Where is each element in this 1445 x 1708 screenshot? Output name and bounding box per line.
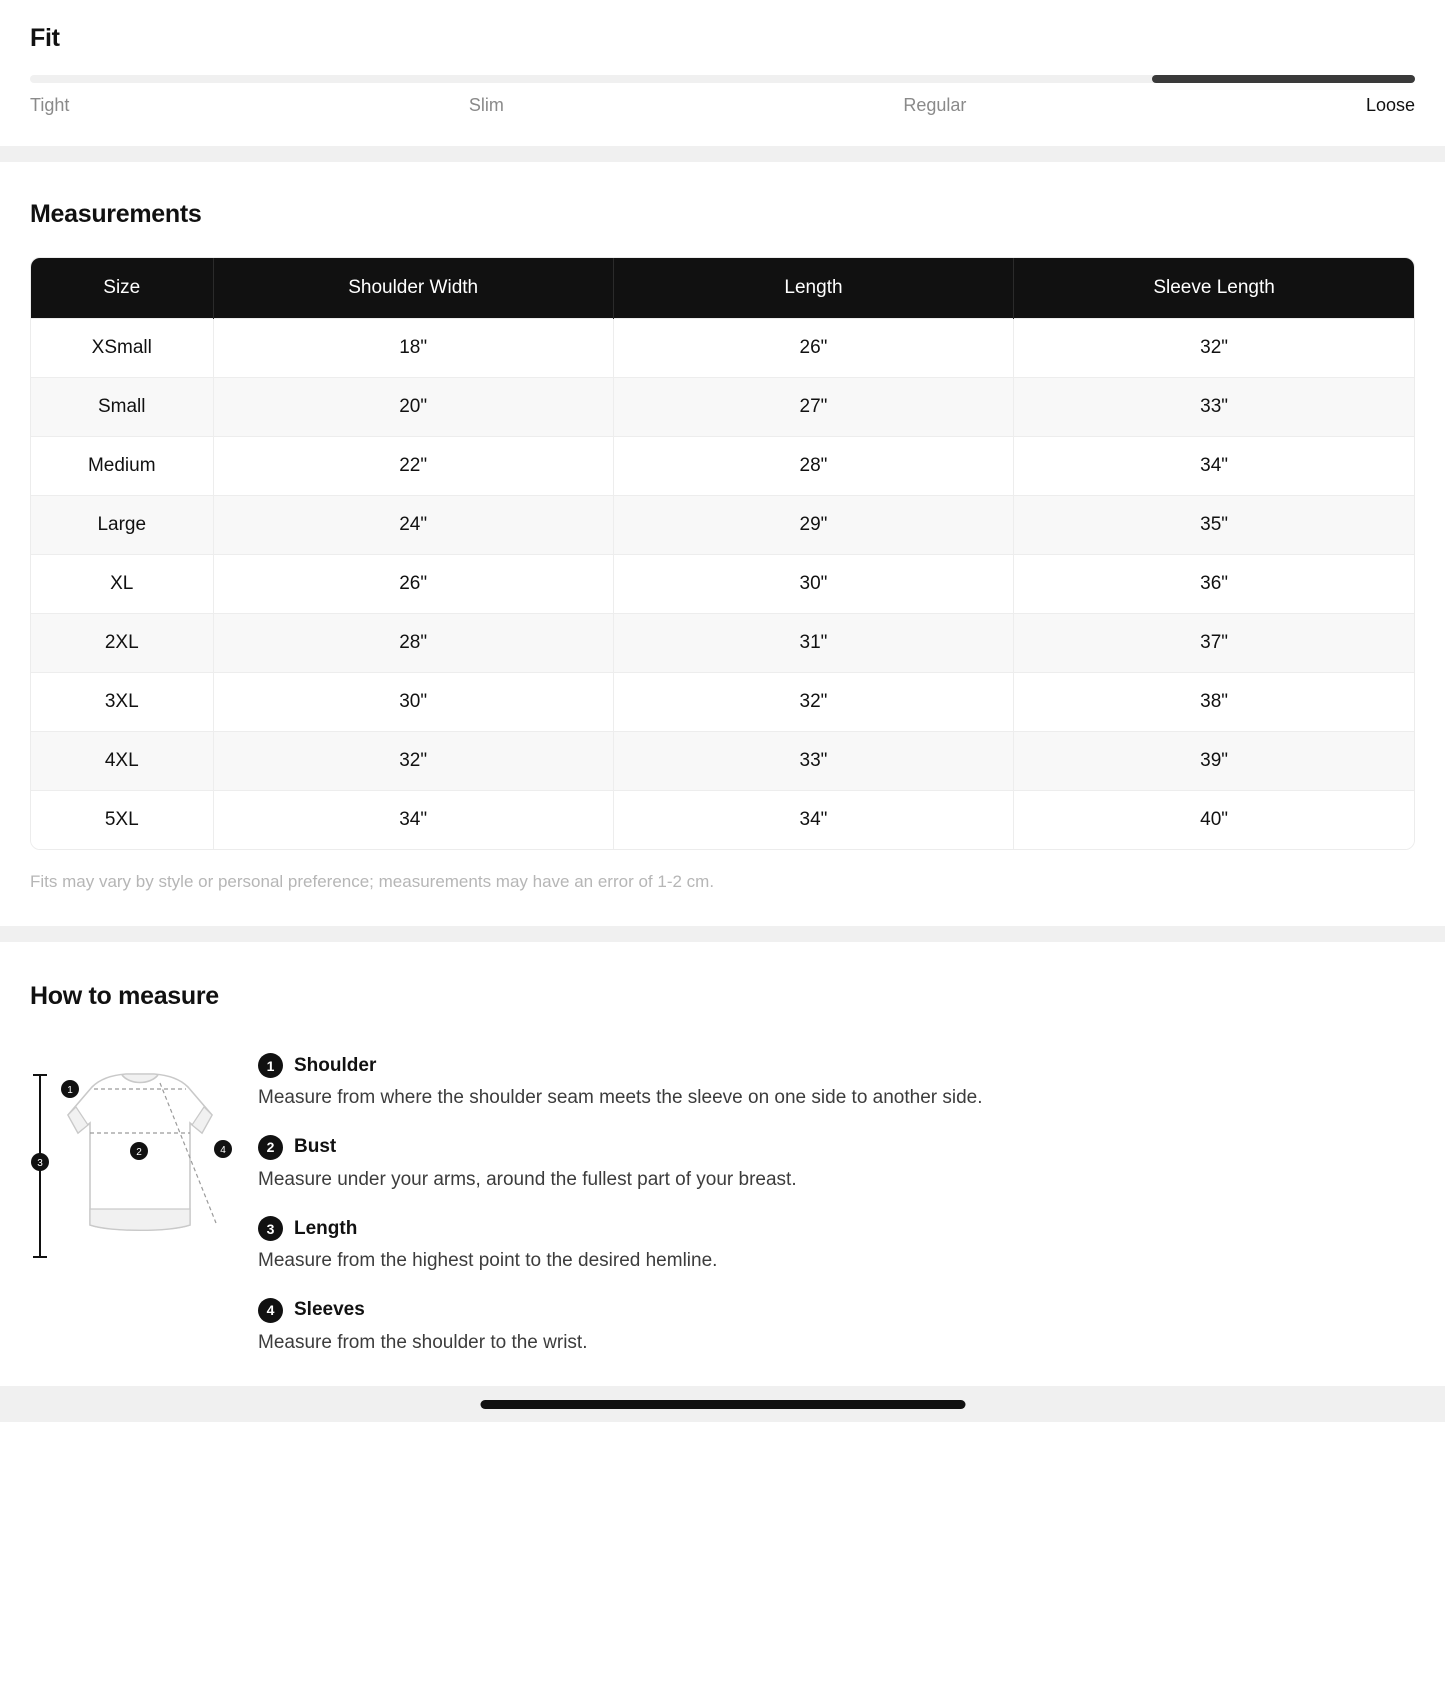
measure-step-bust [258,1135,1415,1193]
step-badge-1: 1 [258,1053,283,1078]
fit-slider-labels [30,95,1415,116]
home-indicator[interactable] [480,1400,965,1409]
table-header-row [31,258,1414,319]
table-row [31,732,1414,791]
cell-shoulder-width: 32" [213,732,613,791]
cell-shoulder-width: 26" [213,555,613,614]
measure-step-length [258,1216,1415,1274]
step-title: Length [294,1217,358,1239]
fit-label-slim[interactable]: Slim [468,95,504,115]
cell-shoulder-width: 30" [213,673,613,732]
table-header [31,258,1414,319]
measure-step-sleeves [258,1298,1415,1356]
cell-sleeve-length: 35" [1014,496,1414,555]
step-title: Shoulder [294,1054,377,1076]
cell-size: Medium [31,437,213,496]
column-header-sleeve-length: Sleeve Length [1014,258,1414,319]
step-badge-4: 4 [258,1298,283,1323]
table-row [31,496,1414,555]
step-description: Measure from where the shoulder seam meets the sleeve on one side to another side. [258,1087,983,1108]
cell-shoulder-width: 24" [213,496,613,555]
table-row [31,437,1414,496]
cell-sleeve-length: 33" [1014,378,1414,437]
cell-size: 3XL [31,673,213,732]
step-description: Measure under your arms, around the fullest part of your breast. [258,1168,797,1190]
fit-slider[interactable] [30,75,1415,116]
fit-slider-track[interactable] [30,75,1415,83]
fit-section [0,0,1445,146]
measure-step-shoulder [258,1053,1415,1111]
step-badge-3: 3 [258,1216,283,1241]
cell-length: 27" [613,378,1013,437]
cell-sleeve-length: 40" [1014,791,1414,850]
step-header [258,1053,1415,1078]
svg-text:2: 2 [136,1147,142,1158]
step-badge-2: 2 [258,1135,283,1160]
cell-sleeve-length: 34" [1014,437,1414,496]
column-header-size: Size [31,258,213,319]
cell-shoulder-width: 28" [213,614,613,673]
cell-length: 29" [613,496,1013,555]
how-to-measure-title: How to measure [30,982,219,1010]
measurements-note: Fits may vary by style or personal preference; measurements may have an error of 1-2 cm. [30,872,715,891]
step-title: Bust [294,1136,337,1158]
cell-sleeve-length: 37" [1014,614,1414,673]
bottom-bar [0,1386,1445,1422]
cell-shoulder-width: 22" [213,437,613,496]
fit-slider-fill[interactable] [1152,75,1415,83]
cell-length: 31" [613,614,1013,673]
cell-size: 2XL [31,614,213,673]
cell-size: XSmall [31,319,213,378]
sweatshirt-measurement-diagram-icon [30,1053,250,1277]
cell-length: 33" [613,732,1013,791]
cell-size: Large [31,496,213,555]
cell-size: 5XL [31,791,213,850]
table-row [31,614,1414,673]
cell-sleeve-length: 39" [1014,732,1414,791]
table-body [31,319,1414,850]
cell-sleeve-length: 36" [1014,555,1414,614]
measure-steps [250,1053,1415,1356]
measurements-section [0,162,1445,926]
measurements-title: Measurements [30,200,202,228]
section-divider-2 [0,926,1445,942]
cell-shoulder-width: 20" [213,378,613,437]
fit-label-tight[interactable]: Tight [30,95,70,115]
table-row [31,791,1414,850]
cell-sleeve-length: 38" [1014,673,1414,732]
cell-shoulder-width: 34" [213,791,613,850]
fit-title: Fit [30,24,60,52]
step-header [258,1298,1415,1323]
cell-length: 28" [613,437,1013,496]
svg-text:4: 4 [220,1145,226,1156]
cell-size: Small [31,378,213,437]
cell-length: 32" [613,673,1013,732]
cell-length: 34" [613,791,1013,850]
step-description: Measure from the shoulder to the wrist. [258,1331,588,1353]
table-row [31,673,1414,732]
step-header [258,1216,1415,1241]
cell-length: 30" [613,555,1013,614]
cell-sleeve-length: 32" [1014,319,1414,378]
table-row [31,555,1414,614]
table-row [31,319,1414,378]
step-description: Measure from the highest point to the desired hemline. [258,1250,718,1272]
fit-label-loose[interactable]: Loose [1365,95,1415,115]
section-divider-1 [0,146,1445,162]
cell-size: XL [31,555,213,614]
svg-text:1: 1 [67,1085,73,1096]
measurements-table [31,258,1414,849]
table-row [31,378,1414,437]
step-title: Sleeves [294,1299,365,1321]
how-to-measure-body [30,1053,1415,1356]
cell-size: 4XL [31,732,213,791]
fit-label-regular[interactable]: Regular [903,95,967,115]
column-header-length: Length [613,258,1013,319]
how-to-measure-section [0,942,1445,1386]
step-header [258,1135,1415,1160]
svg-text:3: 3 [37,1158,43,1169]
cell-length: 26" [613,319,1013,378]
cell-shoulder-width: 18" [213,319,613,378]
measurements-table-wrapper [30,257,1415,850]
column-header-shoulder-width: Shoulder Width [213,258,613,319]
